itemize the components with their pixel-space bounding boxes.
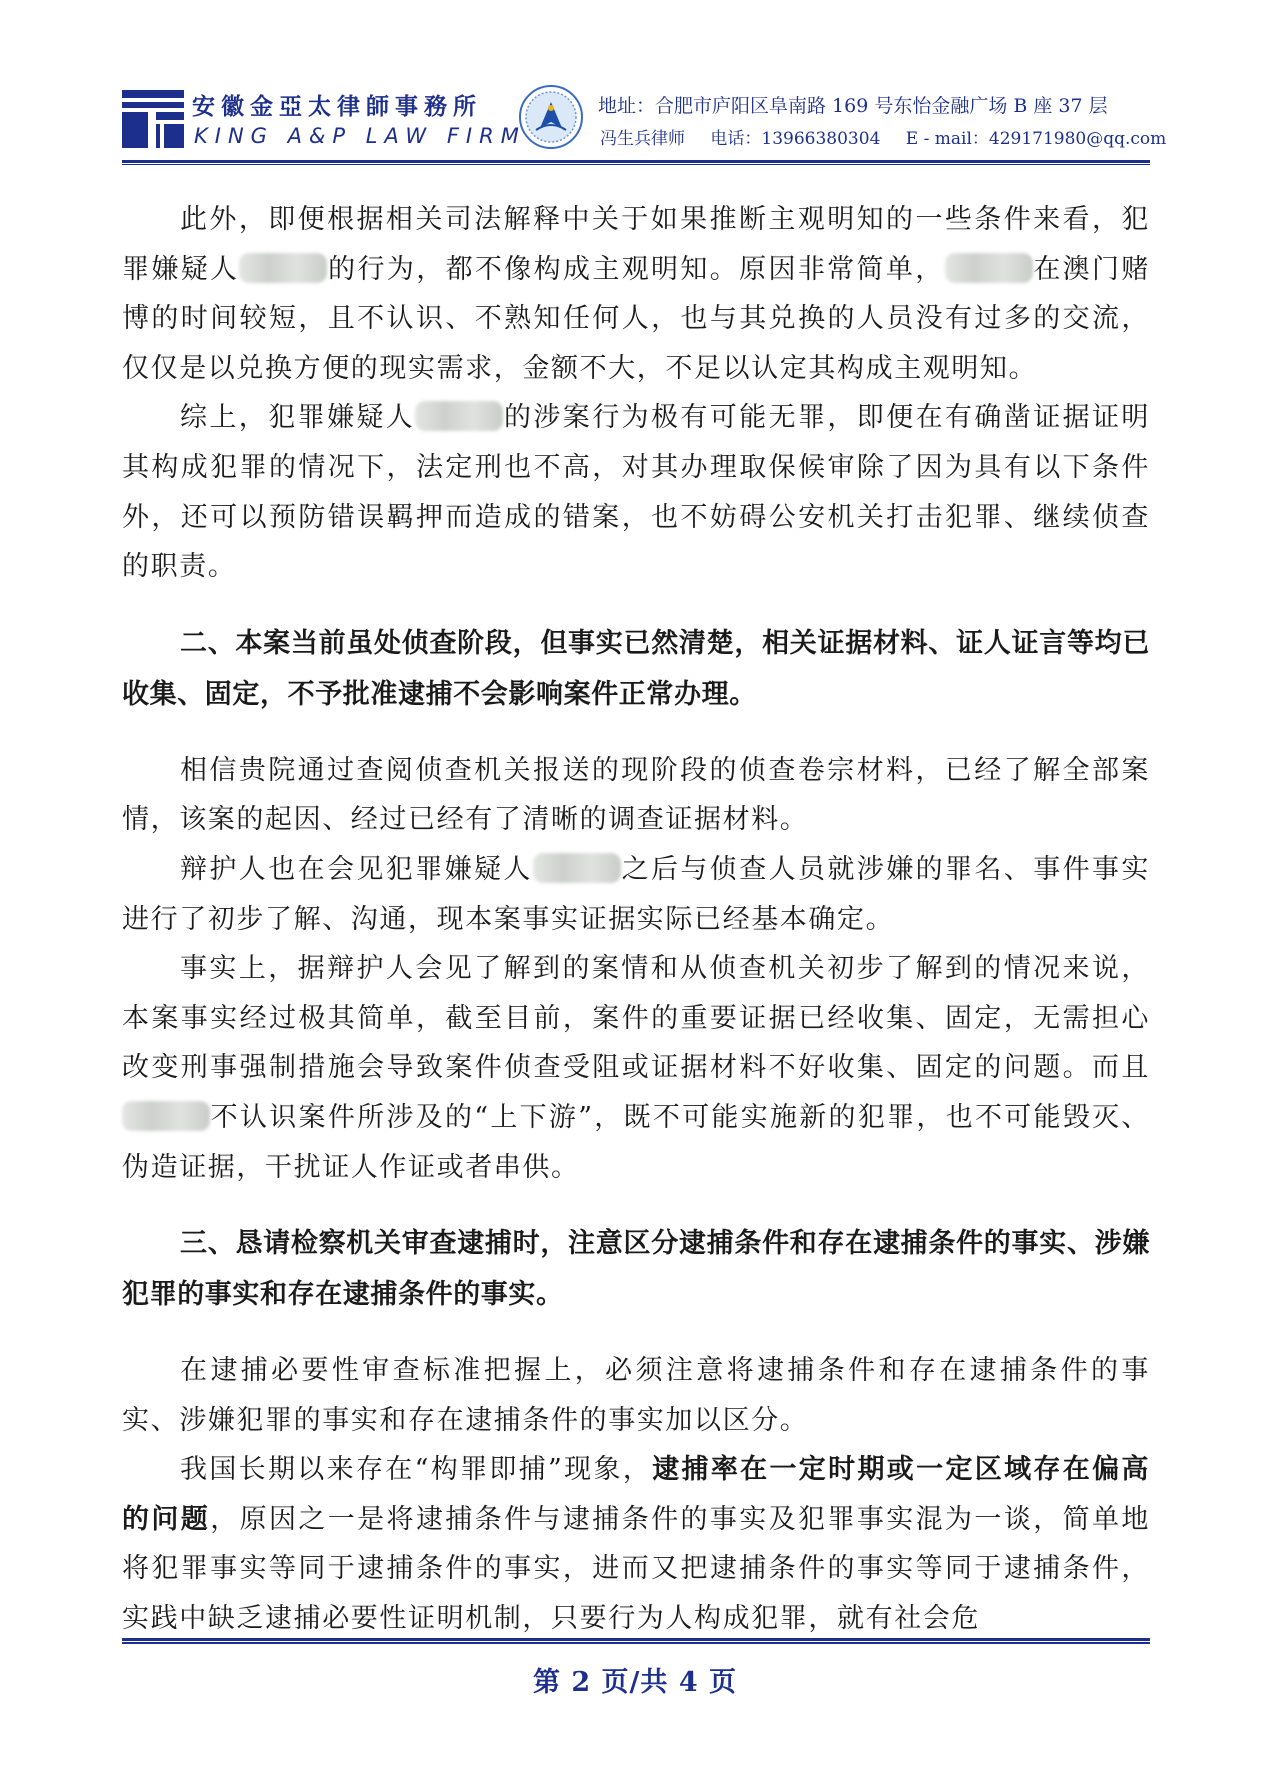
redacted-name (122, 1101, 210, 1131)
document-body (122, 195, 1150, 1644)
section-heading: 三、恳请检察机关审查逮捕时，注意区分逮捕条件和存在逮捕条件的事实、涉嫌犯罪的事实和存在逮捕条件的事实。 (122, 1228, 1150, 1311)
phone-number: 电话：13966380304 (710, 129, 881, 149)
redacted-name (239, 253, 327, 283)
paragraph: 事实上，据辩护人会见了解到的案情和从侦查机关初步了解到的情况来说，本案事实经过极其简单，截至目前，案件的重要证据已经收集、固定，无需担心改变刑事强制措施会导致案件侦查受阻或证据材料不好收集、固定的问题。而且不认识案件所涉及的“上下游”，既不可能实施新的犯罪，也不可能毁灭、伪造证据，干扰证人作证或者串供。 (122, 953, 1150, 1183)
page-number: 第 2 页/共 4 页 (532, 1667, 738, 1698)
email-address: E - mail：429171980@qq.com (905, 129, 1167, 149)
paragraph: 综上，犯罪嫌疑人 的涉案行为极有可能无罪，即便在有确凿证据证明其构成犯罪的情况下，法定刑也不高，对其办理取保候审除了因为具有以下条件外，还可以预防错误羁押而造成的错案，也不妨碍公安机关打击犯罪、继续侦查的职责。 (122, 402, 1150, 583)
section-heading: 二、本案当前虽处侦查阶段，但事实已然清楚，相关证据材料、证人证言等均已收集、固定，不予批准逮捕不会影响案件正常办理。 (122, 627, 1150, 710)
firm-name-chinese: 安徽金亞太律師事務所 (192, 93, 482, 120)
firm-logo-icon (122, 90, 184, 148)
letterhead (122, 84, 1167, 156)
lawyer-name: 冯生兵律师 (600, 129, 685, 149)
contact-line (600, 124, 1166, 149)
header-divider (122, 160, 1150, 165)
firm-name-english: KING A&P LAW FIRM (194, 124, 526, 148)
paragraph: 我国长期以来存在“构罪即捕”现象，逮捕率在一定时期或一定区域存在偏高的问题，原因之一是将逮捕条件与逮捕条件的事实及犯罪事实混为一谈，简单地将犯罪事实等同于逮捕条件的事实，进而又把逮捕条件的事实等同于逮捕条件，实践中缺乏逮捕必要性证明机制，只要行为人构成犯罪，就有社会危 (122, 1454, 1150, 1635)
emphasized-text: 逮捕率在一定时期或一定区域存在偏高的问题 (122, 1454, 1150, 1535)
redacted-name (945, 253, 1033, 283)
paragraph: 辩护人也在会见犯罪嫌疑人 之后与侦查人员就涉嫌的罪名、事件事实进行了初步了解、沟通，现本案事实证据实际已经基本确定。 (122, 853, 1150, 935)
seal-emblem-icon (518, 84, 584, 150)
redacted-name (415, 401, 503, 431)
footer-divider (122, 1638, 1150, 1644)
firm-address: 地址：合肥市庐阳区阜南路 169 号东怡金融广场 B 座 37 层 (598, 95, 1108, 117)
redacted-name (533, 853, 621, 883)
paragraph: 在逮捕必要性审查标准把握上，必须注意将逮捕条件和存在逮捕条件的事实、涉嫌犯罪的事实和存在逮捕条件的事实加以区分。 (122, 1355, 1150, 1436)
paragraph: 相信贵院通过查阅侦查机关报送的现阶段的侦查卷宗材料，已经了解全部案情，该案的起因、经过已经有了清晰的调查证据材料。 (122, 754, 1150, 836)
paragraph: 此外，即便根据相关司法解释中关于如果推断主观明知的一些条件来看，犯罪嫌疑人 的行为，都不像构成主观明知。原因非常简单， 在澳门赌博的时间较短，且不认识、不熟知任何人，也与其兑换的人员没有过多的交流，仅仅是以兑换方便的现实需求，金额不大，不足以认定其构成主观明知。 (122, 204, 1150, 384)
